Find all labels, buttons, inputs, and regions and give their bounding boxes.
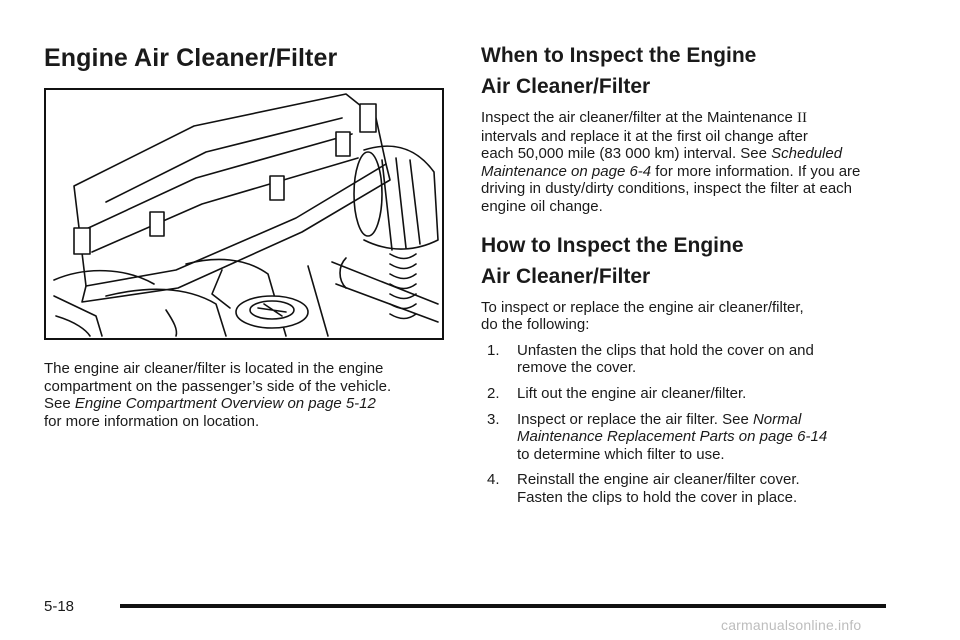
how-to-inspect-intro: To inspect or replace the engine air cleaner/filter, do the following: xyxy=(481,298,804,334)
section-title-how-to-inspect: How to Inspect the Engine Air Cleaner/Filter xyxy=(481,233,744,288)
inspection-steps-list xyxy=(481,342,921,507)
watermark-text: carmanualsonline.info xyxy=(721,617,862,633)
link-scheduled-maintenance[interactable]: Scheduled xyxy=(771,145,843,163)
footer-divider xyxy=(120,604,886,608)
list-item: 1. Unfasten the clips that hold the cover on and remove the cover. xyxy=(487,341,814,377)
link-engine-compartment-overview[interactable]: Engine Compartment Overview on page 5-12 xyxy=(74,395,376,413)
link-normal-maintenance-parts-cont[interactable]: Maintenance Replacement Parts on page 6-14 xyxy=(517,428,828,446)
air-cleaner-location-paragraph: The engine air cleaner/filter is located in the engine compartment on the passenger’s side of the vehicle. See Engine Compartment Overview on page 5-12 for more information on location. xyxy=(44,360,392,430)
right-column xyxy=(481,40,921,515)
link-scheduled-maintenance-cont[interactable]: Maintenance on page 6-4 xyxy=(481,162,652,180)
engine-air-cleaner-illustration xyxy=(44,88,444,340)
list-item: 2. Lift out the engine air cleaner/filter. xyxy=(487,384,747,402)
section-title-air-cleaner: Engine Air Cleaner/Filter xyxy=(44,44,338,72)
list-item: 3. Inspect or replace the air filter. See Normal Maintenance Replacement Parts on page 6-14 to determine which filter to use. xyxy=(487,410,828,463)
link-normal-maintenance-parts[interactable]: Normal xyxy=(752,410,802,428)
list-item: 4. Reinstall the engine air cleaner/filter cover. Fasten the clips to hold the cover in place. xyxy=(487,471,800,506)
page-number: 5-18 xyxy=(44,598,75,615)
when-to-inspect-paragraph: Inspect the air cleaner/filter at the Maintenance II intervals and replace it at the first oil change after each 50,000 mile (83 000 km) interval. See Scheduled Maintenance on page 6-4 for more information. If you are driving in dusty/dirty conditions, inspect the filter at each engine oil change. xyxy=(481,109,861,215)
left-column xyxy=(44,40,446,430)
section-title-when-to-inspect: When to Inspect the Engine Air Cleaner/Filter xyxy=(481,44,757,98)
